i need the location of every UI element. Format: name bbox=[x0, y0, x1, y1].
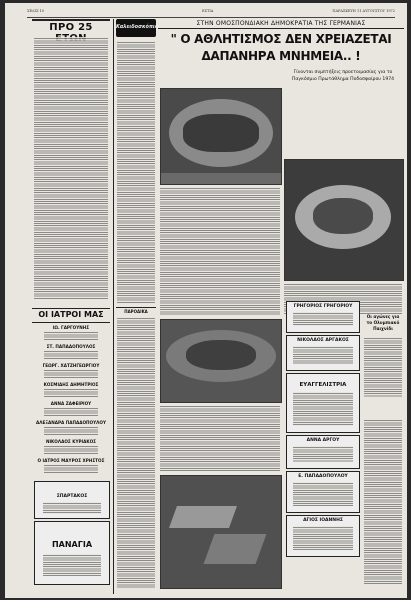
kaleidoscope-logo bbox=[116, 19, 159, 37]
doctor-address bbox=[44, 331, 98, 341]
doctor-address bbox=[44, 407, 98, 417]
ad-title: ΠΑΝΑΓΙΑ bbox=[51, 540, 93, 549]
article-deck: Γίνονται συμπτήξεις προετοιμασίας για το Παγκόσμιο Πρωτάθλημα Ποδοσφαίρου 1974 bbox=[291, 70, 395, 82]
article-text-1 bbox=[160, 187, 280, 315]
doctors-list bbox=[32, 325, 110, 477]
doctors-heading: ΟΙ ΙΑΤΡΟΙ ΜΑΣ bbox=[38, 310, 104, 319]
doctor-name: ΓΕΩΡΓ. ΧΑΤΖΗΓΕΩΡΓΙΟΥ bbox=[42, 363, 100, 368]
ad-title: Ε. ΠΑΠΑΔΟΠΟΥΛΟΥ bbox=[298, 474, 348, 479]
page-header bbox=[27, 7, 395, 18]
strip-column bbox=[116, 19, 159, 594]
stadium-photo-3 bbox=[160, 475, 282, 589]
column-rule bbox=[113, 19, 114, 594]
side-note: Οι αγώνες για το Ολυμπιακό Παιχνίδι bbox=[366, 314, 400, 331]
top-rule bbox=[32, 19, 110, 21]
doctor-name: ΑΛΕΞΑΝΔΡΑ ΠΑΠΑΔΟΠΟΥΛΟΥ bbox=[36, 420, 106, 425]
doctor-name: Ο ΙΑΤΡΟΣ ΜΑΥΡΟΣ ΧΡΗΣΤΟΣ bbox=[37, 458, 105, 463]
doctor-name: ΙΩ. ΓΑΡΓΟΥΝΗΣ bbox=[52, 325, 90, 330]
ad-box bbox=[286, 515, 360, 557]
divider bbox=[116, 307, 156, 308]
kicker-rule bbox=[158, 28, 404, 29]
strip-text-lower bbox=[117, 317, 155, 589]
history-column-text bbox=[34, 37, 108, 299]
ad-box bbox=[34, 481, 110, 519]
doctor-entry bbox=[32, 325, 110, 344]
ad-box bbox=[34, 521, 110, 585]
ad-title: ΝΙΚΟΛΑΟΣ ΑΡΓΑΚΟΣ bbox=[297, 338, 349, 343]
doctor-name: ΚΟΣΜΙΔΗΣ ΔΗΜΗΤΡΙΟΣ bbox=[43, 382, 99, 387]
ad-title: ΑΓΙΟΣ ΙΟΑΝΝΗΣ bbox=[303, 518, 343, 523]
ad-text bbox=[293, 446, 353, 462]
page-number: ΣΕΛΙΣ 10 bbox=[27, 9, 44, 13]
ad-box bbox=[286, 471, 360, 513]
doctor-address bbox=[44, 350, 98, 360]
ad-title: ΣΠΑΡΤΑΚΟΣ bbox=[56, 494, 88, 499]
doctor-entry bbox=[32, 401, 110, 420]
headline-line-2: ΔΑΠΑΝΗΡΑ ΜΝΗΜΕΙΑ.. ! bbox=[201, 49, 361, 63]
ad-text bbox=[293, 346, 353, 364]
divider bbox=[32, 308, 110, 309]
ad-text bbox=[43, 554, 101, 576]
main-article bbox=[158, 19, 404, 594]
issue-date: ΠΑΡΑΣΚΕΥΗ 11 ΑΥΓΟΥΣΤΟΥ 1972 bbox=[332, 9, 395, 13]
doctor-entry bbox=[32, 382, 110, 401]
doctor-name: ΑΝΝΑ ΖΑΦΕΙΡΙΟΥ bbox=[50, 401, 92, 406]
article-kicker: ΣΤΗΝ ΟΜΟΣΠΟΝΔΙΑΚΗ ΔΗΜΟΚΡΑΤΙΑ ΤΗΣ ΓΕΡΜΑΝΙΑΣ bbox=[196, 20, 366, 27]
ad-text bbox=[293, 392, 353, 426]
side-note-text bbox=[364, 337, 402, 397]
strip-heading: ΠΑΡΟΔΙΚΑ bbox=[124, 309, 148, 314]
ad-title: ΓΡΗΓΟΡΙΟΣ ΓΡΗΓΟΡΙΟΥ bbox=[293, 304, 353, 309]
doctor-address bbox=[44, 369, 98, 379]
headline-line-1: " Ο ΑΘΛΗΤΙΣΜΟΣ ΔΕΝ ΧΡΕΙΑΖΕΤΑΙ bbox=[170, 32, 392, 46]
ad-box bbox=[286, 335, 360, 371]
ad-title: ΕΥΑΓΓΕΛΙΣΤΡΙΑ bbox=[299, 382, 347, 388]
doctor-name: ΣΤ. ΠΑΠΑΔΟΠΟΥΛΟΣ bbox=[46, 344, 96, 349]
article-text-2 bbox=[160, 405, 280, 471]
ad-box bbox=[286, 301, 360, 333]
ad-box bbox=[286, 435, 360, 469]
doctor-address bbox=[44, 464, 98, 474]
doctor-entry bbox=[32, 363, 110, 382]
logo-text: Καλειδοσκόπιο bbox=[116, 24, 159, 30]
newspaper-page bbox=[5, 3, 407, 598]
left-heading: ΠΡΟ 25 bbox=[49, 22, 93, 33]
doctor-address bbox=[44, 445, 98, 455]
ad-title: ΑΝΝΑ ΑΡΓΟΥ bbox=[306, 438, 340, 443]
ad-text bbox=[293, 482, 353, 506]
stadium-aerial-photo bbox=[284, 159, 404, 281]
left-column bbox=[32, 19, 110, 594]
doctor-address bbox=[44, 426, 98, 436]
strip-text bbox=[117, 41, 155, 303]
ad-text bbox=[293, 526, 353, 550]
doctor-entry bbox=[32, 439, 110, 458]
ad-text bbox=[43, 502, 101, 514]
divider bbox=[32, 322, 110, 323]
doctor-name: ΝΙΚΟΛΑΟΣ ΚΥΡΙΑΚΟΣ bbox=[45, 439, 97, 444]
doctor-entry bbox=[32, 458, 110, 477]
ad-box bbox=[286, 373, 360, 433]
doctor-address bbox=[44, 388, 98, 398]
doctor-entry bbox=[32, 344, 110, 363]
right-text bbox=[364, 419, 402, 585]
stadium-photo-1 bbox=[160, 88, 282, 185]
doctor-entry bbox=[32, 420, 110, 439]
ad-text bbox=[293, 312, 353, 326]
stadium-photo-2 bbox=[160, 319, 282, 403]
paper-name: ΕΣΤΙΑ bbox=[202, 9, 214, 13]
